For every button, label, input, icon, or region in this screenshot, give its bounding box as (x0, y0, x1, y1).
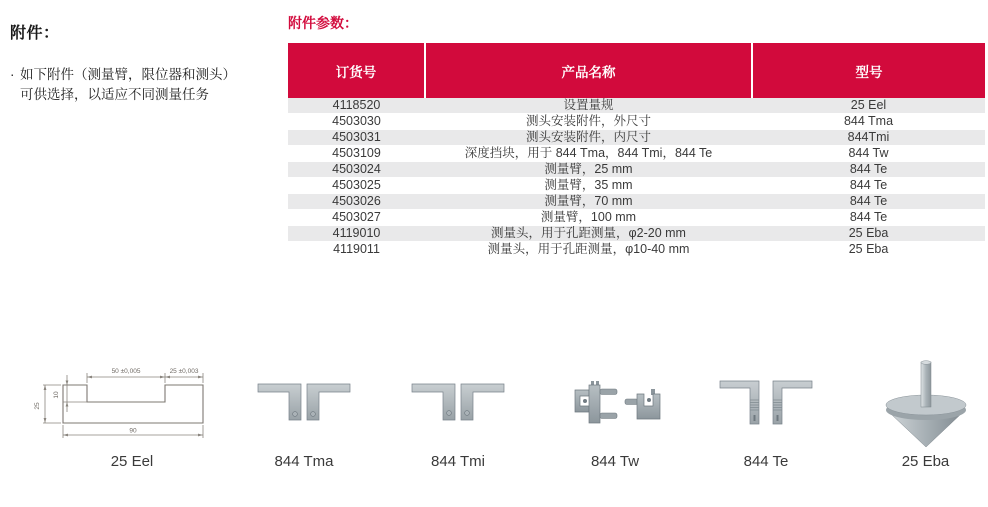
cell-model: 844 Te (849, 162, 888, 176)
accessories-table (288, 43, 985, 258)
cell-product: 测量臂，25 mm (544, 162, 633, 176)
cell-model: 844 Tw (848, 146, 889, 160)
table-row (288, 226, 985, 242)
svg-text:10: 10 (52, 391, 60, 399)
cell-product: 测量臂，100 mm (540, 210, 637, 224)
cell-model: 25 Eba (848, 242, 889, 256)
clamp-pair-icon (565, 378, 665, 426)
figure-844-tmi (402, 352, 514, 470)
cell-order: 4503025 (332, 178, 381, 192)
figure-label: 844 Tw (590, 453, 640, 470)
svg-text:25 ±0,003: 25 ±0,003 (169, 368, 198, 375)
cell-order: 4503024 (332, 162, 381, 176)
cell-product: 测量臂，70 mm (544, 194, 633, 208)
cell-order: 4118520 (332, 98, 381, 112)
angle-bracket-pair-icon (257, 383, 351, 421)
table-row (288, 210, 985, 226)
cell-model: 844 Tma (843, 114, 894, 128)
cell-model: 844 Te (849, 210, 888, 224)
figure-label: 844 Te (743, 453, 789, 470)
accessories-heading: 附件： (10, 25, 60, 42)
cell-product: 设置量规 (563, 98, 614, 112)
cell-order: 4503031 (332, 130, 381, 144)
bullet-icon: · (10, 67, 15, 82)
cell-model: 25 Eel (850, 98, 887, 112)
cell-model: 844 Te (849, 178, 888, 192)
cell-order: 4503027 (332, 210, 381, 224)
cell-product: 测头安装附件，内尺寸 (525, 130, 651, 144)
figure-844-tw (560, 352, 670, 470)
col-header-product-name: 产品名称 (425, 43, 752, 98)
table-row (288, 194, 985, 210)
cell-product: 深度挡块，用于 844 Tma，844 Tmi，844 Te (464, 146, 713, 160)
svg-text:50 ±0,005: 50 ±0,005 (111, 368, 140, 375)
cell-order: 4503109 (332, 146, 381, 160)
figure-25-eel (28, 352, 236, 470)
note-line-2: 可供选择，以适应不同测量任务 (20, 87, 209, 103)
table-row (288, 146, 985, 162)
table-row (288, 178, 985, 194)
measuring-arm-pair-icon (719, 380, 813, 425)
figure-label: 25 Eel (110, 453, 154, 470)
cell-order: 4119010 (332, 226, 381, 240)
cell-product: 测量头，用于孔距测量，φ2-20 mm (491, 226, 686, 240)
cell-order: 4119011 (333, 242, 380, 256)
svg-text:90: 90 (128, 427, 137, 435)
col-header-order-number: 订货号 (288, 43, 425, 98)
cell-model: 844 Te (849, 194, 888, 208)
cell-model: 25 Eba (848, 226, 889, 240)
svg-text:25: 25 (33, 402, 41, 410)
figure-label: 844 Tma (274, 453, 334, 470)
table-header-row (288, 43, 985, 98)
table-row (288, 162, 985, 178)
note-line-1: 如下附件（测量臂，限位器和测头） (20, 67, 236, 82)
col-header-model: 型号 (752, 43, 985, 98)
cell-model: 844Tmi (847, 130, 890, 144)
figure-844-tma (248, 352, 360, 470)
accessories-note (10, 65, 275, 106)
table-row (288, 98, 985, 114)
cell-product: 测量头，用于孔距测量，φ10-40 mm (487, 242, 690, 256)
table-row (288, 242, 985, 258)
intro-section (10, 20, 275, 106)
figure-label: 25 Eba (901, 453, 950, 470)
cone-probe-icon (876, 356, 976, 448)
table-row (288, 114, 985, 130)
step-gauge-drawing-icon (30, 352, 235, 444)
angle-bracket-pair-icon (411, 383, 505, 421)
figure-25-eba (868, 352, 983, 470)
table-row (288, 130, 985, 146)
cell-order: 4503030 (332, 114, 381, 128)
cell-product: 测头安装附件，外尺寸 (525, 114, 651, 128)
cell-order: 4503026 (332, 194, 381, 208)
figure-label: 844 Tmi (431, 453, 485, 470)
cell-product: 测量臂，35 mm (544, 178, 633, 192)
params-heading: 附件参数： (288, 15, 358, 31)
figure-844-te (710, 352, 822, 470)
